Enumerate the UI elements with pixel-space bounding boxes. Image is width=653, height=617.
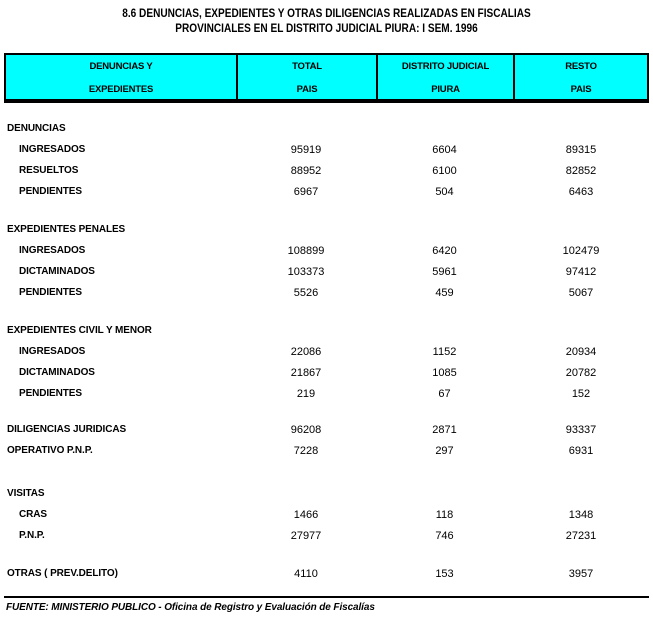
section-heading-row <box>4 118 649 139</box>
cell-total-pais: 103373 <box>287 265 325 278</box>
cell-distrito-judicial-piura: 1085 <box>432 366 457 379</box>
row-label: P.N.P. <box>19 530 45 541</box>
cell-total-pais: 1466 <box>293 508 319 521</box>
cell-resto-pais: 20934 <box>565 345 597 358</box>
cell-total-pais: 4110 <box>294 567 318 580</box>
table-row <box>4 282 649 303</box>
source-note: FUENTE: MINISTERIO PUBLICO - Oficina de Registro y Evaluación de Fiscalías <box>6 602 375 613</box>
cell-distrito-judicial-piura: 6420 <box>432 244 457 257</box>
section-heading-row <box>4 320 649 341</box>
cell-distrito-judicial-piura: 6100 <box>432 164 457 177</box>
cell-resto-pais: 82852 <box>565 164 597 177</box>
table-row <box>4 341 649 362</box>
cell-total-pais: 7228 <box>293 444 319 457</box>
column-header-line: RESTO <box>565 61 597 72</box>
cell-total-pais: 22086 <box>290 345 322 358</box>
row-label: DILIGENCIAS JURIDICAS <box>7 424 127 435</box>
cell-distrito-judicial-piura: 6604 <box>432 143 457 156</box>
cell-resto-pais: 3957 <box>568 567 594 580</box>
table-section <box>4 419 649 461</box>
table-row <box>4 160 649 181</box>
table-row <box>4 504 649 525</box>
column-header-line: DISTRITO JUDICIAL <box>401 61 490 72</box>
section-heading-label: DENUNCIAS <box>7 123 66 134</box>
footer <box>4 596 649 613</box>
row-label: INGRESADOS <box>19 144 86 155</box>
table-row <box>4 383 649 404</box>
table-section <box>4 483 649 546</box>
table-row <box>4 240 649 261</box>
cell-resto-pais: 102479 <box>562 244 600 257</box>
table-row <box>4 440 649 461</box>
cell-distrito-judicial-piura: 2871 <box>432 423 457 436</box>
row-label: CRAS <box>19 509 47 520</box>
cell-resto-pais: 89315 <box>565 143 597 156</box>
table-row <box>4 139 649 160</box>
cell-distrito-judicial-piura: 459 <box>435 286 454 299</box>
column-header-resto-pais <box>513 55 647 99</box>
row-label: DICTAMINADOS <box>19 266 95 277</box>
column-header-line: DENUNCIAS Y <box>89 61 153 72</box>
table-row <box>4 563 649 584</box>
cell-resto-pais: 5067 <box>568 286 594 299</box>
column-header-line: PIURA <box>431 84 460 95</box>
section-heading-label: VISITAS <box>7 488 45 499</box>
page-title <box>0 0 653 36</box>
cell-distrito-judicial-piura: 504 <box>435 185 454 198</box>
row-label: DICTAMINADOS <box>19 367 95 378</box>
section-heading-label: EXPEDIENTES PENALES <box>7 224 126 235</box>
row-label: OTRAS ( PREV.DELITO) <box>7 568 118 579</box>
cell-resto-pais: 93337 <box>565 423 597 436</box>
row-label: RESUELTOS <box>19 165 79 176</box>
row-label: INGRESADOS <box>19 346 86 357</box>
cell-resto-pais: 97412 <box>565 265 597 278</box>
table-section <box>4 563 649 584</box>
table-section <box>4 118 649 202</box>
cell-resto-pais: 152 <box>571 387 591 400</box>
table-row <box>4 362 649 383</box>
table-header <box>4 53 649 103</box>
cell-total-pais: 6967 <box>293 185 319 198</box>
title-line-2: PROVINCIALES EN EL DISTRITO JUDICIAL PIURA: I SEM. 1996 <box>175 21 478 35</box>
cell-resto-pais: 27231 <box>565 529 597 542</box>
column-header-distrito-judicial-piura <box>376 55 513 99</box>
cell-distrito-judicial-piura: 746 <box>435 529 454 542</box>
cell-distrito-judicial-piura: 118 <box>435 508 454 521</box>
cell-total-pais: 219 <box>296 387 316 400</box>
title-line-1: 8.6 DENUNCIAS, EXPEDIENTES Y OTRAS DILIGENCIAS REALIZADAS EN FISCALIAS <box>122 6 531 20</box>
table-section <box>4 320 649 404</box>
table-body <box>4 103 649 584</box>
section-heading-row <box>4 483 649 504</box>
cell-total-pais: 88952 <box>290 164 322 177</box>
row-label: OPERATIVO P.N.P. <box>7 445 93 456</box>
column-header-denuncias-y-expedientes <box>6 55 236 99</box>
table-row <box>4 419 649 440</box>
column-header-line: PAIS <box>570 84 592 95</box>
column-header-total-pais <box>236 55 376 99</box>
column-header-line: EXPEDIENTES <box>88 84 154 95</box>
cell-distrito-judicial-piura: 1152 <box>432 345 457 358</box>
row-label: PENDIENTES <box>19 186 82 197</box>
cell-distrito-judicial-piura: 5961 <box>432 265 457 278</box>
cell-distrito-judicial-piura: 67 <box>438 387 451 400</box>
table-row <box>4 261 649 282</box>
cell-total-pais: 5526 <box>293 286 319 299</box>
cell-total-pais: 27977 <box>290 529 322 542</box>
cell-total-pais: 96208 <box>290 423 322 436</box>
section-heading-row <box>4 219 649 240</box>
cell-resto-pais: 1348 <box>568 508 594 521</box>
table-row <box>4 525 649 546</box>
cell-resto-pais: 6931 <box>568 444 594 457</box>
cell-total-pais: 108899 <box>287 244 325 257</box>
cell-distrito-judicial-piura: 153 <box>435 567 454 580</box>
cell-total-pais: 95919 <box>290 143 322 156</box>
cell-resto-pais: 6463 <box>568 185 594 198</box>
column-header-line: TOTAL <box>292 61 322 72</box>
cell-total-pais: 21867 <box>290 366 322 379</box>
cell-resto-pais: 20782 <box>565 366 597 379</box>
row-label: PENDIENTES <box>19 287 82 298</box>
table-section <box>4 219 649 303</box>
column-header-line: PAIS <box>296 84 318 95</box>
table-row <box>4 181 649 202</box>
row-label: PENDIENTES <box>19 388 82 399</box>
cell-distrito-judicial-piura: 297 <box>435 444 454 457</box>
row-label: INGRESADOS <box>19 245 86 256</box>
section-heading-label: EXPEDIENTES CIVIL Y MENOR <box>7 325 152 336</box>
